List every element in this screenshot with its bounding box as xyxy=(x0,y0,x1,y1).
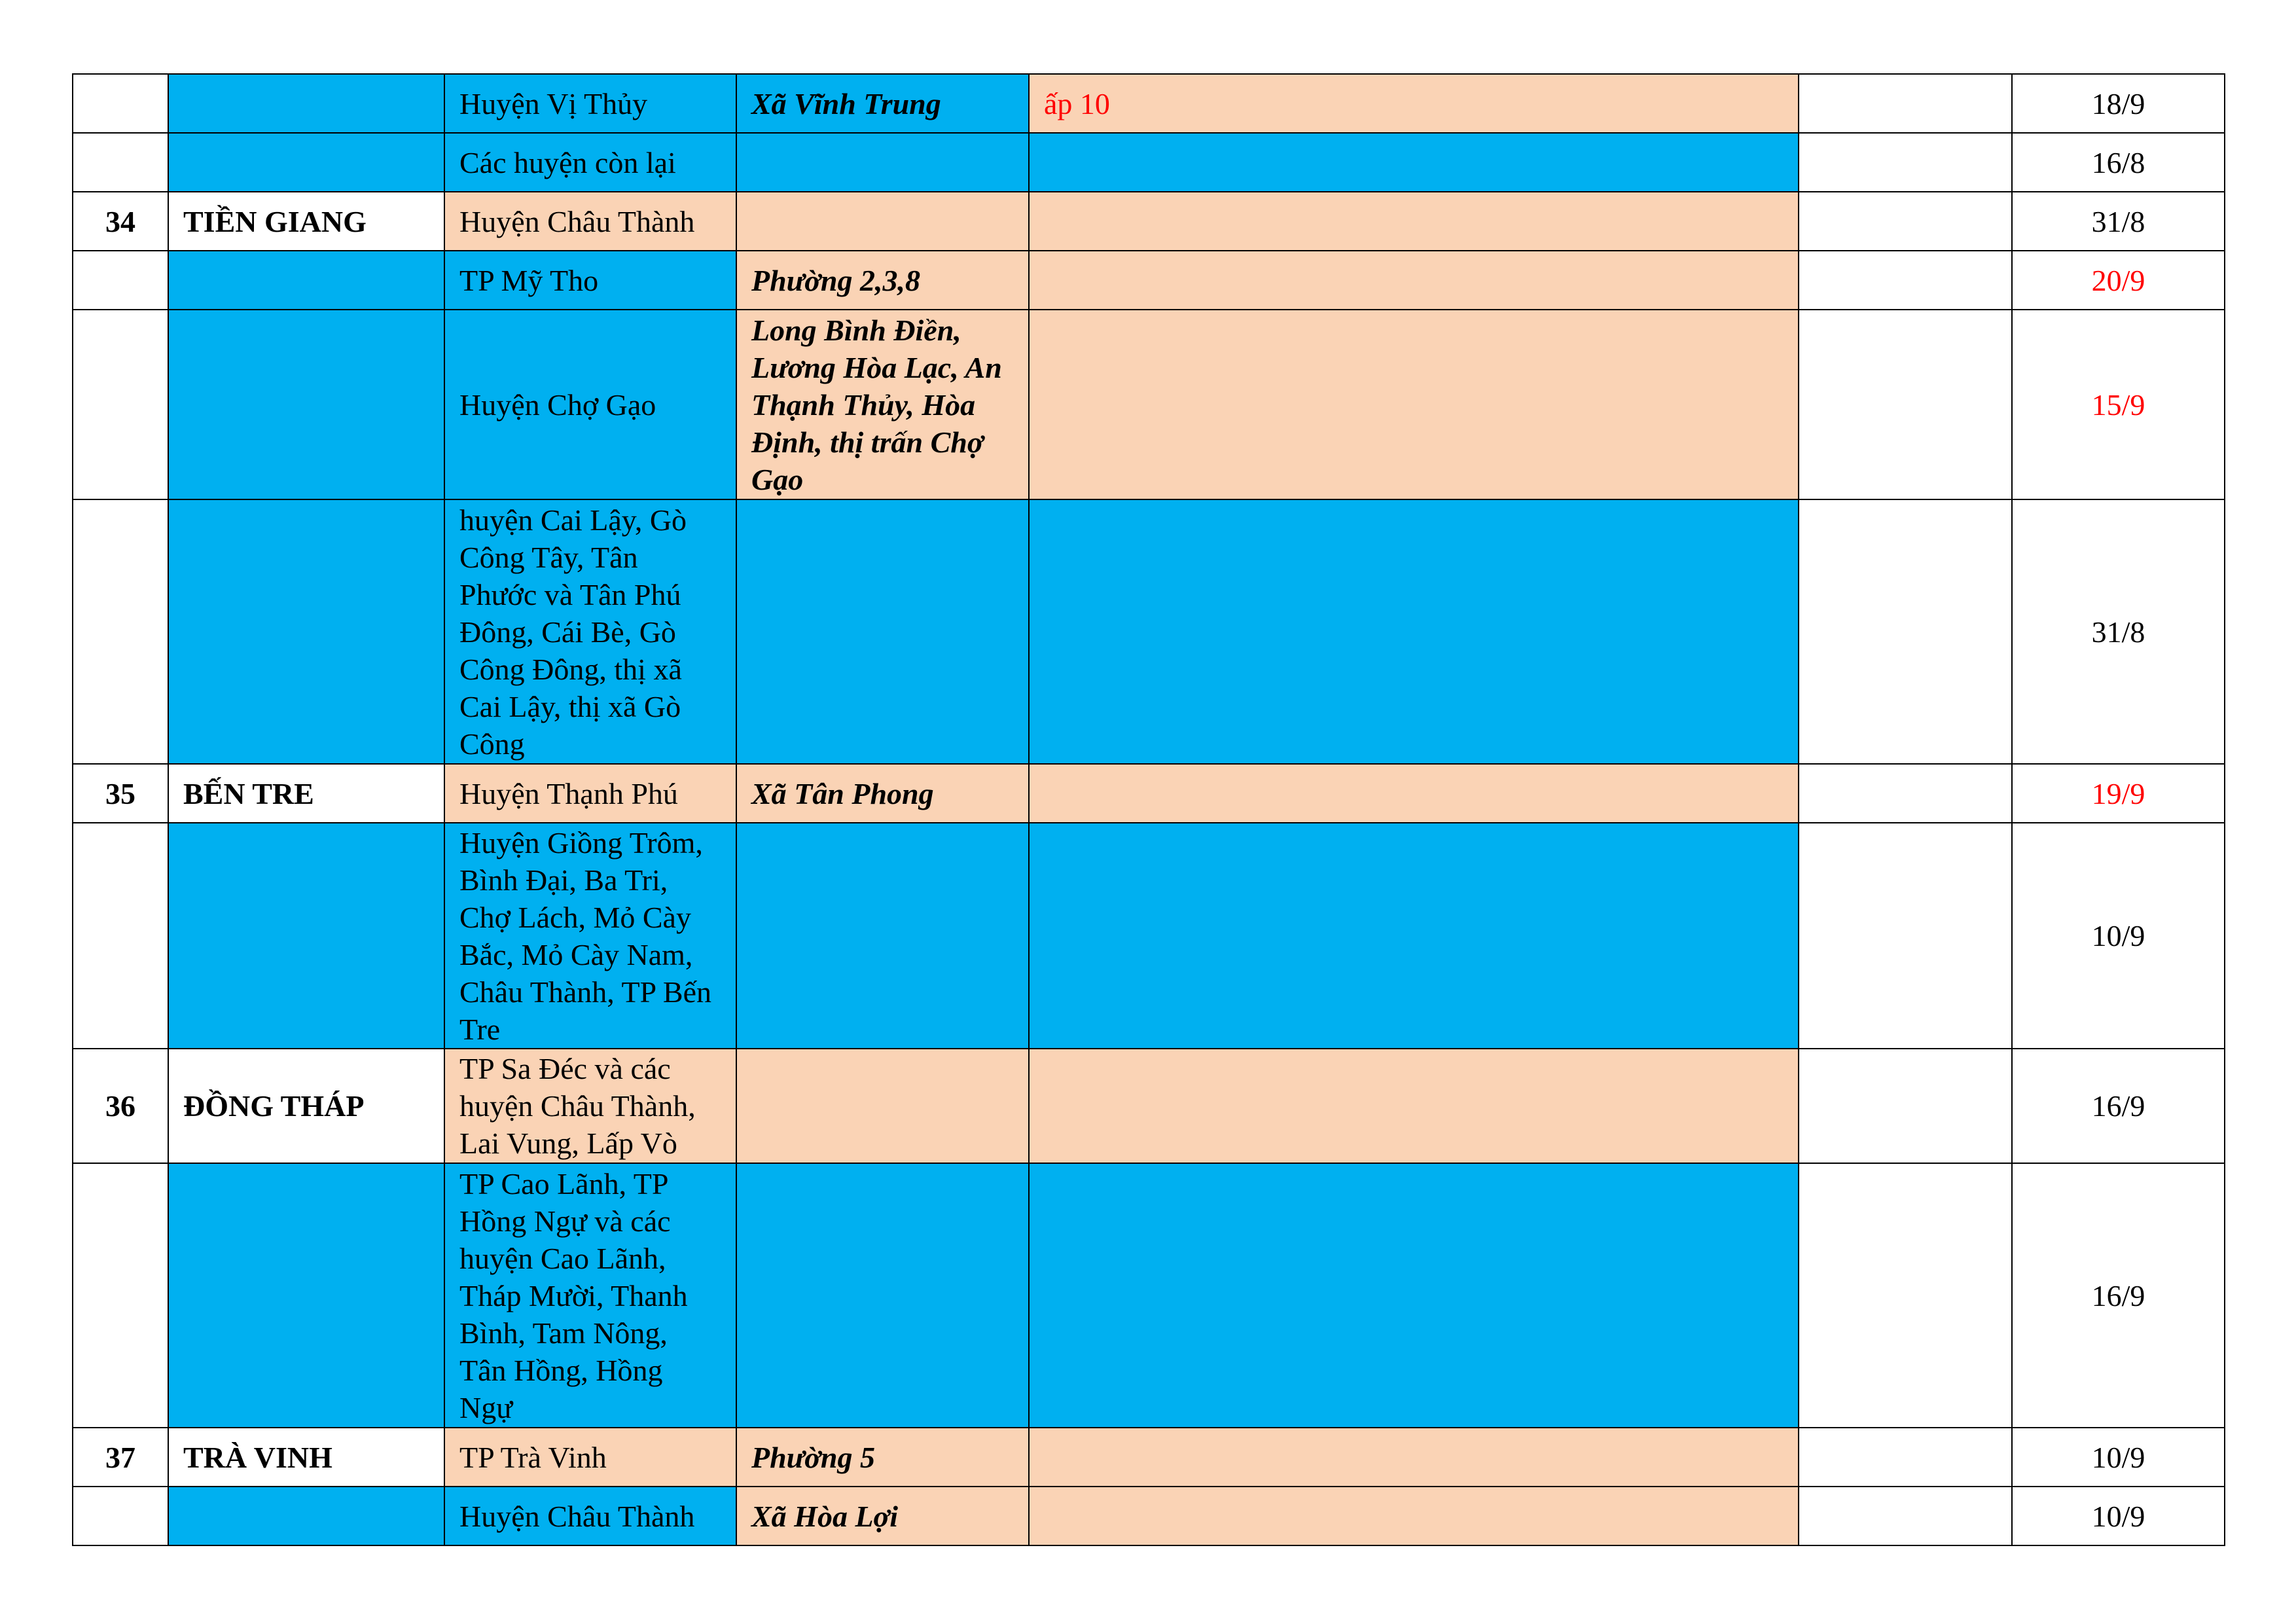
commune-cell: Phường 5 xyxy=(736,1428,1029,1487)
stt-cell xyxy=(73,1163,168,1428)
note-cell xyxy=(1799,310,2012,499)
stt-cell xyxy=(73,310,168,499)
note-cell xyxy=(1799,1487,2012,1545)
district-cell: Huyện Châu Thành xyxy=(444,1487,736,1545)
stt-cell: 35 xyxy=(73,764,168,823)
commune-cell xyxy=(736,499,1029,764)
date-cell: 31/8 xyxy=(2012,499,2225,764)
date-cell: 10/9 xyxy=(2012,1487,2225,1545)
table-row xyxy=(73,1163,2225,1428)
note-cell xyxy=(1799,823,2012,1049)
hamlet-cell xyxy=(1029,251,1799,310)
table-row xyxy=(73,133,2225,192)
province-cell xyxy=(168,251,444,310)
district-cell: Huyện Vị Thủy xyxy=(444,74,736,133)
note-cell xyxy=(1799,133,2012,192)
schedule-table xyxy=(72,73,2225,1546)
note-cell xyxy=(1799,74,2012,133)
date-cell: 31/8 xyxy=(2012,192,2225,251)
date-cell: 20/9 xyxy=(2012,251,2225,310)
district-cell: huyện Cai Lậy, Gò Công Tây, Tân Phước và Tân Phú Đông, Cái Bè, Gò Công Đông, thị xã Cai Lậy, thị xã Gò Công xyxy=(444,499,736,764)
district-cell: Huyện Châu Thành xyxy=(444,192,736,251)
date-cell: 16/9 xyxy=(2012,1049,2225,1163)
commune-cell xyxy=(736,823,1029,1049)
province-cell xyxy=(168,1487,444,1545)
stt-cell: 34 xyxy=(73,192,168,251)
hamlet-cell: ấp 10 xyxy=(1029,74,1799,133)
hamlet-cell xyxy=(1029,1049,1799,1163)
table-row xyxy=(73,192,2225,251)
district-cell: Huyện Chợ Gạo xyxy=(444,310,736,499)
date-cell: 19/9 xyxy=(2012,764,2225,823)
note-cell xyxy=(1799,764,2012,823)
table-row xyxy=(73,251,2225,310)
stt-cell xyxy=(73,499,168,764)
table-row xyxy=(73,823,2225,1049)
commune-cell: Xã Vĩnh Trung xyxy=(736,74,1029,133)
stt-cell: 37 xyxy=(73,1428,168,1487)
stt-cell: 36 xyxy=(73,1049,168,1163)
province-cell xyxy=(168,1163,444,1428)
stt-cell xyxy=(73,133,168,192)
commune-cell xyxy=(736,192,1029,251)
date-cell: 10/9 xyxy=(2012,1428,2225,1487)
commune-cell: Xã Tân Phong xyxy=(736,764,1029,823)
district-cell: Các huyện còn lại xyxy=(444,133,736,192)
province-cell xyxy=(168,499,444,764)
district-cell: TP Mỹ Tho xyxy=(444,251,736,310)
date-cell: 16/9 xyxy=(2012,1163,2225,1428)
date-cell: 18/9 xyxy=(2012,74,2225,133)
commune-cell: Phường 2,3,8 xyxy=(736,251,1029,310)
commune-cell: Long Bình Điền, Lương Hòa Lạc, An Thạnh Thủy, Hòa Định, thị trấn Chợ Gạo xyxy=(736,310,1029,499)
district-cell: TP Cao Lãnh, TP Hồng Ngự và các huyện Cao Lãnh, Tháp Mười, Thanh Bình, Tam Nông, Tân Hồng, Hồng Ngự xyxy=(444,1163,736,1428)
schedule-table-body xyxy=(73,74,2225,1545)
note-cell xyxy=(1799,251,2012,310)
hamlet-cell xyxy=(1029,133,1799,192)
hamlet-cell xyxy=(1029,764,1799,823)
table-row xyxy=(73,74,2225,133)
hamlet-cell xyxy=(1029,192,1799,251)
hamlet-cell xyxy=(1029,1163,1799,1428)
commune-cell: Xã Hòa Lợi xyxy=(736,1487,1029,1545)
hamlet-cell xyxy=(1029,823,1799,1049)
district-cell: TP Trà Vinh xyxy=(444,1428,736,1487)
district-cell: Huyện Thạnh Phú xyxy=(444,764,736,823)
province-cell xyxy=(168,133,444,192)
province-cell xyxy=(168,74,444,133)
table-row xyxy=(73,764,2225,823)
province-cell: TIỀN GIANG xyxy=(168,192,444,251)
hamlet-cell xyxy=(1029,499,1799,764)
province-cell xyxy=(168,823,444,1049)
province-cell: TRÀ VINH xyxy=(168,1428,444,1487)
stt-cell xyxy=(73,1487,168,1545)
province-cell xyxy=(168,310,444,499)
table-row xyxy=(73,1428,2225,1487)
stt-cell xyxy=(73,823,168,1049)
district-cell: Huyện Giồng Trôm, Bình Đại, Ba Tri, Chợ Lách, Mỏ Cày Bắc, Mỏ Cày Nam, Châu Thành, TP Bến Tre xyxy=(444,823,736,1049)
note-cell xyxy=(1799,1049,2012,1163)
stt-cell xyxy=(73,251,168,310)
table-row xyxy=(73,310,2225,499)
note-cell xyxy=(1799,1163,2012,1428)
district-cell: TP Sa Đéc và các huyện Châu Thành, Lai Vung, Lấp Vò xyxy=(444,1049,736,1163)
stt-cell xyxy=(73,74,168,133)
hamlet-cell xyxy=(1029,1428,1799,1487)
date-cell: 16/8 xyxy=(2012,133,2225,192)
date-cell: 15/9 xyxy=(2012,310,2225,499)
table-row xyxy=(73,1049,2225,1163)
commune-cell xyxy=(736,133,1029,192)
note-cell xyxy=(1799,1428,2012,1487)
note-cell xyxy=(1799,192,2012,251)
province-cell: ĐỒNG THÁP xyxy=(168,1049,444,1163)
table-row xyxy=(73,1487,2225,1545)
hamlet-cell xyxy=(1029,310,1799,499)
hamlet-cell xyxy=(1029,1487,1799,1545)
date-cell: 10/9 xyxy=(2012,823,2225,1049)
note-cell xyxy=(1799,499,2012,764)
province-cell: BẾN TRE xyxy=(168,764,444,823)
commune-cell xyxy=(736,1163,1029,1428)
table-row xyxy=(73,499,2225,764)
commune-cell xyxy=(736,1049,1029,1163)
